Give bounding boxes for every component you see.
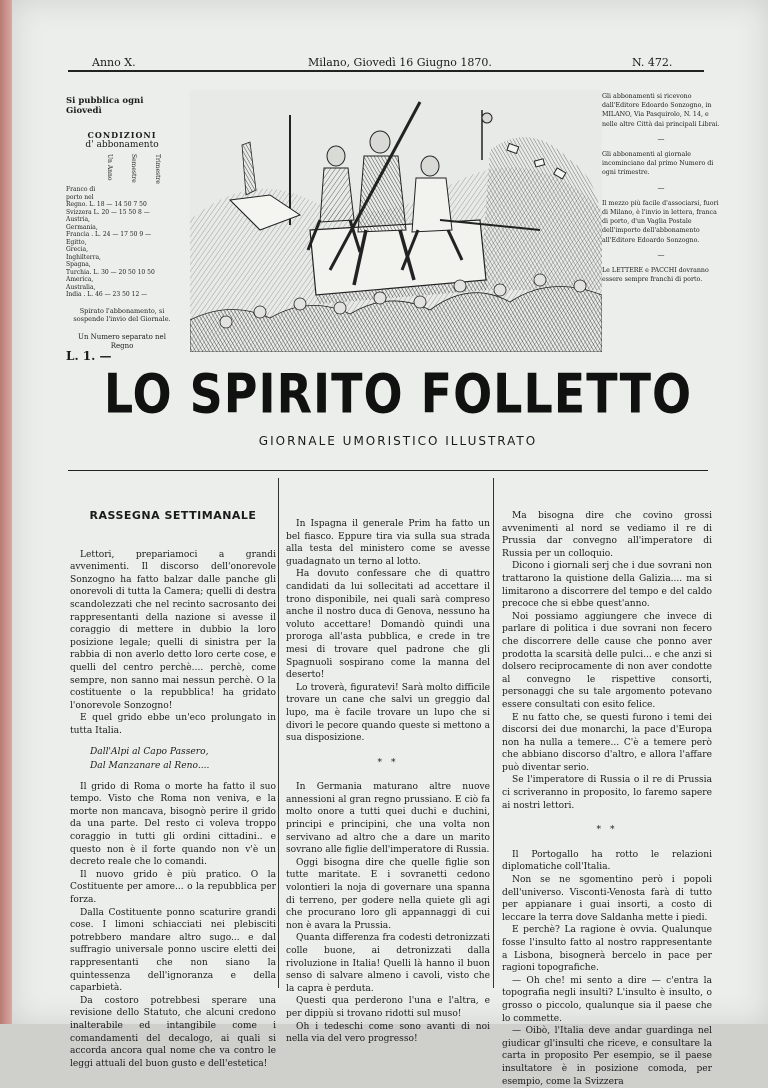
subscription-note: Spirato l'abbonamento, si sospende l'invio del Giornale. — [73, 306, 171, 323]
rate-line: Francia . L. 24 — 17 50 9 — — [66, 231, 152, 238]
note-subscriptions: Gli abbonamenti si ricevono dall'Editore Edoardo Sonzogno, in MILANO, Via Pasquirolo, N. 14, e nelle altre Città dai principali Librai. — [602, 93, 720, 128]
paragraph: Questi qua perderono l'una e l'altra, e per dippiù si trovano ridotti sul muso! — [286, 996, 490, 1019]
paragraph: In Germania maturano altre nuove annessioni al gran regno prussiano. E ciò fa molto onore a tutti quei duchi e duchini, principi e principini, che una volta non servivano ad altro che a dare un marito sovrano alle figlie dell'imperatore di Russia. — [286, 782, 490, 856]
header-rule — [68, 70, 704, 72]
note-divider: — — [657, 250, 665, 259]
masthead-illustration — [190, 90, 602, 352]
paragraph: Noi possiamo aggiungere che invece di parlare di politica i due sovrani non fecero che discorrere delle cause che ponno aver prodotta la scarsità delle pulci... e che anzi si dolsero reciprocamente di non aver condotte al convegno le rispettive consorti, personaggi che su tale argomento potevano essere consultati con esito felice. — [502, 611, 712, 710]
note-letters: Le LETTERE e PACCHI dovranno essere sempre franchi di porto. — [602, 267, 709, 284]
paragraph: Non se ne sgomentino però i popoli dell'universo. Visconti-Venosta farà di tutto per appianare i guai insorti, a costo di leccare la terra dove Saldanha mette i piedi. — [502, 875, 712, 923]
single-copy-note: Un Numero separato nel Regno — [78, 332, 166, 350]
column-rule — [493, 478, 494, 988]
column-3-paragraphs — [502, 510, 712, 812]
paragraph: Il Portogallo ha rotto le relazioni diplomatiche coll'Italia. — [502, 849, 712, 873]
paragraph: Lettori, prepariamoci a grandi avvenimenti. Il discorso dell'onorevole Sonzogno ha fatto balzar dalle panche gli onorevoli di tutta la Camera; quelli di destra scandolezzati che nel recinto sacrosanto dei rappresentanti della nazione si avesse il coraggio di mettere in dubbio la loro posizione legale; quelli di sinistra per la rabbia di non averlo detto loro certe cose, e quelli del centro perchè.... perchè, come sempre, non sanno mai nessun perchè. O la costituente o la repubblica! ha gridato l'onorevole Sonzogno! — [70, 549, 276, 711]
column-rule — [278, 478, 279, 988]
single-copy-price: L. 1. — — [66, 348, 112, 363]
paragraph: In Ispagna il generale Prim ha fatto un bel fiasco. Eppure tira via sulla sua strada alla testa del ministero come se avesse guadagnato un terno al lotto. — [286, 519, 490, 567]
rate-line: Egitto, — [66, 238, 87, 246]
column-3b-paragraphs — [502, 849, 712, 1088]
masthead-rule — [68, 470, 708, 471]
rate-line: Austria, — [66, 216, 90, 223]
column-1b-paragraphs — [70, 781, 276, 1071]
paragraph: Il grido di Roma o morte ha fatto il suo tempo. Visto che Roma non veniva, e la morte non mancava, bisognò perire il grido da una parte. Del resto ci voleva troppo coraggio in tutti gli ordini cittadini.. e questo non è il forte quando non v'è un decreto reale che lo comandi. — [70, 781, 276, 868]
column-2-paragraphs — [286, 518, 490, 745]
article-column-2 — [286, 518, 490, 1046]
verse-line-1: Dall'Alpi al Capo Passero, — [90, 746, 209, 757]
paragraph: E nu fatto che, se questi furono i temi dei discorsi dei due monarchi, la pace d'Europa non ha nulla a temere... C'è a temere però che abbiano discorso d'altro, e allora l'affare può diventar serio. — [502, 712, 712, 773]
rates-column-heads — [66, 154, 178, 186]
rate-line: Turchia. L. 30 — 20 50 10 50 — [66, 268, 155, 276]
paragraph: Dalla Costituente ponno scaturire grandi cose. I limoni schiacciati nei plebisciti potrebbero mandare altro sugo... e dal suffragio universale ponno uscire eletti dei rappresentanti che non siano la quintessenza dell'ignoranza e della caparbietà. — [70, 907, 276, 994]
rate-line: Grecia, — [66, 246, 88, 253]
rate-line: Australia, — [66, 283, 96, 291]
section-separator: * * — [596, 825, 618, 836]
column-1-paragraphs — [70, 549, 276, 738]
paragraph: Se l'imperatore di Russia o il re di Prussia ci scriveranno in proposito, lo faremo sapere ai nostri lettori. — [502, 775, 712, 811]
note-start: Gli abbonamenti al giornale incominciano dal primo Numero di ogni trimestre. — [602, 151, 714, 177]
paragraph: Oh i tedeschi come sono avanti di noi nella via del vero progresso! — [286, 1021, 490, 1045]
subscription-subtitle: d' abbonamento — [85, 140, 159, 150]
article-column-1 — [70, 486, 276, 1070]
note-divider: — — [657, 134, 665, 143]
paragraph: Quanta differenza fra codesti detronizzati colle buone, ai detronizzati dalla rivoluzione in Italia! Quelli là hanno il buon senso di salvare almeno i cavoli, visto che la capra è perduta. — [286, 933, 490, 994]
volume-year: Anno X. — [92, 56, 136, 69]
paragraph: E perchè? La ragione è ovvia. Qualunque fosse l'insulto fatto al nostro rappresentante a Lisbona, bisognerà bercelo in pace per ragioni topografiche. — [502, 925, 712, 974]
rate-head-quarter: Trimestre — [154, 154, 161, 184]
rate-line: Franco di — [66, 186, 96, 193]
paragraph: Lo troverà, figuratevi! Sarà molto difficile trovare un cane che salvi un greggio dal lupo, ma è facile trovare un lupo che si divori le pecore quando queste si mettono a sua disposizione. — [286, 682, 490, 744]
section-title: RASSEGNA SETTIMANALE — [89, 509, 257, 522]
newspaper-subtitle: GIORNALE UMORISTICO ILLUSTRATO — [258, 434, 538, 448]
paragraph: — Oh che! mi sento a dire — c'entra la topografia negli insulti? L'insulto è insulto, o grosso o piccolo, qualunque sia il paese che lo commette. — [502, 975, 712, 1024]
paragraph: Ma bisogna dire che covino grossi avvenimenti al nord se vediamo il re di Prussia dar convegno all'imperatore di Russia per un colloquio. — [502, 511, 712, 559]
rate-line: Inghilterra, — [66, 253, 101, 261]
paragraph: Da costoro potrebbesi sperare una revisione dello Statuto, che alcuni credono inalterabile ed intangibile come i comandamenti del decalogo, ai quali si accorda ancora qual nome che va contro le leggi attuali del buon gusto e dell'estetica! — [70, 995, 276, 1069]
paragraph: Oggi bisogna dire che quelle figlie son tutte maritate. E i sovranetti cedono volontieri la noja di governare una spanna di terreno, per godere nella quiete gli agi che procurano loro gli appannaggi di cui non è avara la Prussia. — [286, 857, 490, 931]
publication-schedule: Si pubblica ogni Giovedì — [66, 96, 144, 116]
rate-head-semester: Semestre — [130, 154, 137, 183]
newspaper-title: LO SPIRITO FOLLETTO — [103, 362, 693, 426]
rate-line: India . L. 46 — 23 50 12 — — [66, 291, 148, 298]
paragraph: — Oibò, l'Italia deve andar guardinga nel giudicar gl'insulti che riceve, e consultare la carta in proposito Per esempio, se il paese insultatore è in posizione comoda, per esempio, come la Svizzera — [502, 1026, 712, 1087]
rates-list — [66, 186, 178, 299]
section-separator: * * — [377, 757, 399, 768]
issue-number: N. 472. — [632, 56, 673, 69]
rate-line: America, — [66, 276, 94, 283]
newspaper-page — [12, 0, 768, 1087]
rate-line: Regno. L. 18 — 14 50 7 50 — [66, 201, 147, 208]
paragraph: E quel grido ebbe un'eco prolungato in tutta Italia. — [70, 713, 276, 736]
rate-line: Svizzera L. 20 — 15 50 8 — — [66, 208, 150, 216]
verse-line-2: Dal Manzanare al Reno.... — [90, 761, 210, 772]
rate-head-year: Un Anno — [106, 154, 113, 181]
subscription-box — [66, 96, 178, 361]
editorial-notes — [602, 92, 720, 290]
binding-spine — [0, 0, 12, 1024]
note-payment: Il mezzo più facile d'associarsi, fuori di Milano, è l'invio in lettera, franca di porto, d'un Vaglia Postale dell'importo dell'abbonamento all'Editore Edoardo Sonzogno. — [602, 199, 719, 244]
article-column-3 — [502, 510, 712, 1088]
paragraph: Il nuovo grido è più pratico. O la Costituente per amore... o la repubblica per forza. — [70, 869, 276, 906]
conditions-heading: CONDIZIONI — [87, 130, 157, 140]
paragraph: Ha dovuto confessare che di quattro candidati da lui sollecitati ad accettare il trono disponibile, nei quali sarà compreso anche il nostro duca di Genova, nessuno ha voluto accettare! Domandò quindi una proroga all'asta pubblica, e crede in tre mesi di trovare quel padrone che gli Spagnuoli sospirano come la manna del deserto! — [286, 569, 490, 681]
note-divider: — — [657, 183, 665, 192]
rate-line: porto nel — [66, 193, 94, 201]
rate-line: Spagna, — [66, 261, 91, 268]
dateline: Milano, Giovedì 16 Giugno 1870. — [308, 56, 492, 69]
paragraph: Dicono i giornali serj che i due sovrani non trattarono la quistione della Galizia.... ma si limitarono a discorrere del tempo e del caldo precoce che si ebbe quest'anno. — [502, 561, 712, 610]
rate-line: Germania, — [66, 223, 98, 231]
column-2b-paragraphs — [286, 781, 490, 1045]
